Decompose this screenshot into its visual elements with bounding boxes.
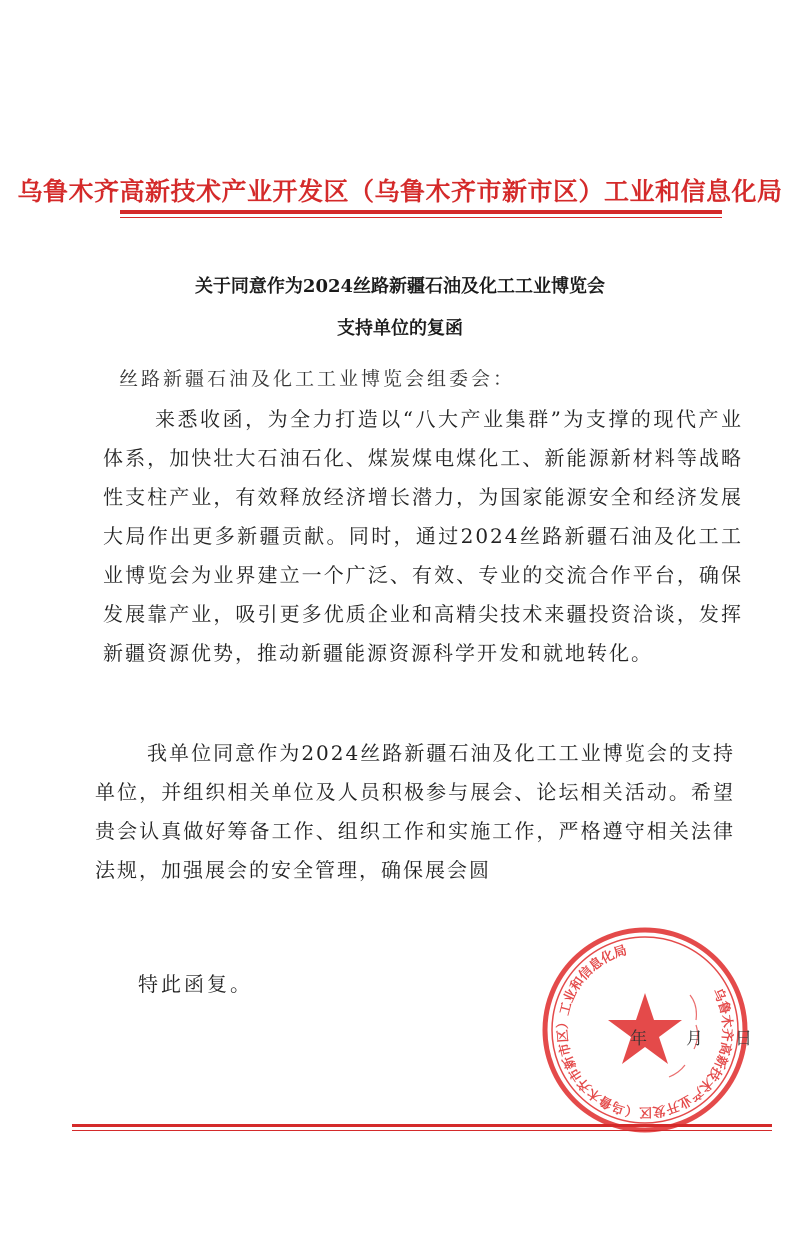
- date-month-label: 月: [686, 1029, 703, 1049]
- salutation: 丝路新疆石油及化工工业博览会组委会：: [119, 368, 516, 390]
- document-title-line1: 关于同意作为2024丝路新疆石油及化工工业博览会: [194, 276, 606, 297]
- date-year-label: 年: [630, 1029, 647, 1049]
- document-title-line2: 支持单位的复函: [337, 318, 463, 339]
- header-red-rule-thin: [120, 217, 722, 218]
- body-paragraph-1: 来悉收函，为全力打造以“八大产业集群”为支撑的现代产业体系，加快壮大石油石化、煤炭煤电煤化工、新能源新材料等战略性支柱产业，有效释放经济增长潜力，为国家能源安全和经济发展大局作出更多新疆贡献。同时，通过2024丝路新疆石油及化工工业博览会为业界建立一个广泛、有效、专业的交流合作平台，确保发展靠产业，吸引更多优质企业和高精尖技术来疆投资洽谈，发挥新疆资源优势，推动新疆能源资源科学开发和就地转化。: [103, 407, 743, 665]
- footer-red-rule-thin: [72, 1130, 772, 1131]
- closing-remark: 特此函复。: [138, 972, 253, 996]
- header-red-rule: [120, 210, 722, 214]
- footer-red-rule: [72, 1124, 772, 1127]
- seal-text: 乌鲁木齐高新技术产业开发区（乌鲁木齐市新市区）工业和信息化局: [555, 943, 735, 1120]
- issuer-header: 乌鲁木齐高新技术产业开发区（乌鲁木齐市新市区）工业和信息化局: [17, 177, 783, 206]
- date-day-label: 日: [735, 1029, 752, 1049]
- body-paragraph-2: 我单位同意作为2024丝路新疆石油及化工工业博览会的支持单位，并组织相关单位及人员积极参与展会、论坛相关活动。希望贵会认真做好筹备工作、组织工作和实施工作，严格遵守相关法律法规，加强展会的安全管理，确保展会圆: [95, 741, 735, 882]
